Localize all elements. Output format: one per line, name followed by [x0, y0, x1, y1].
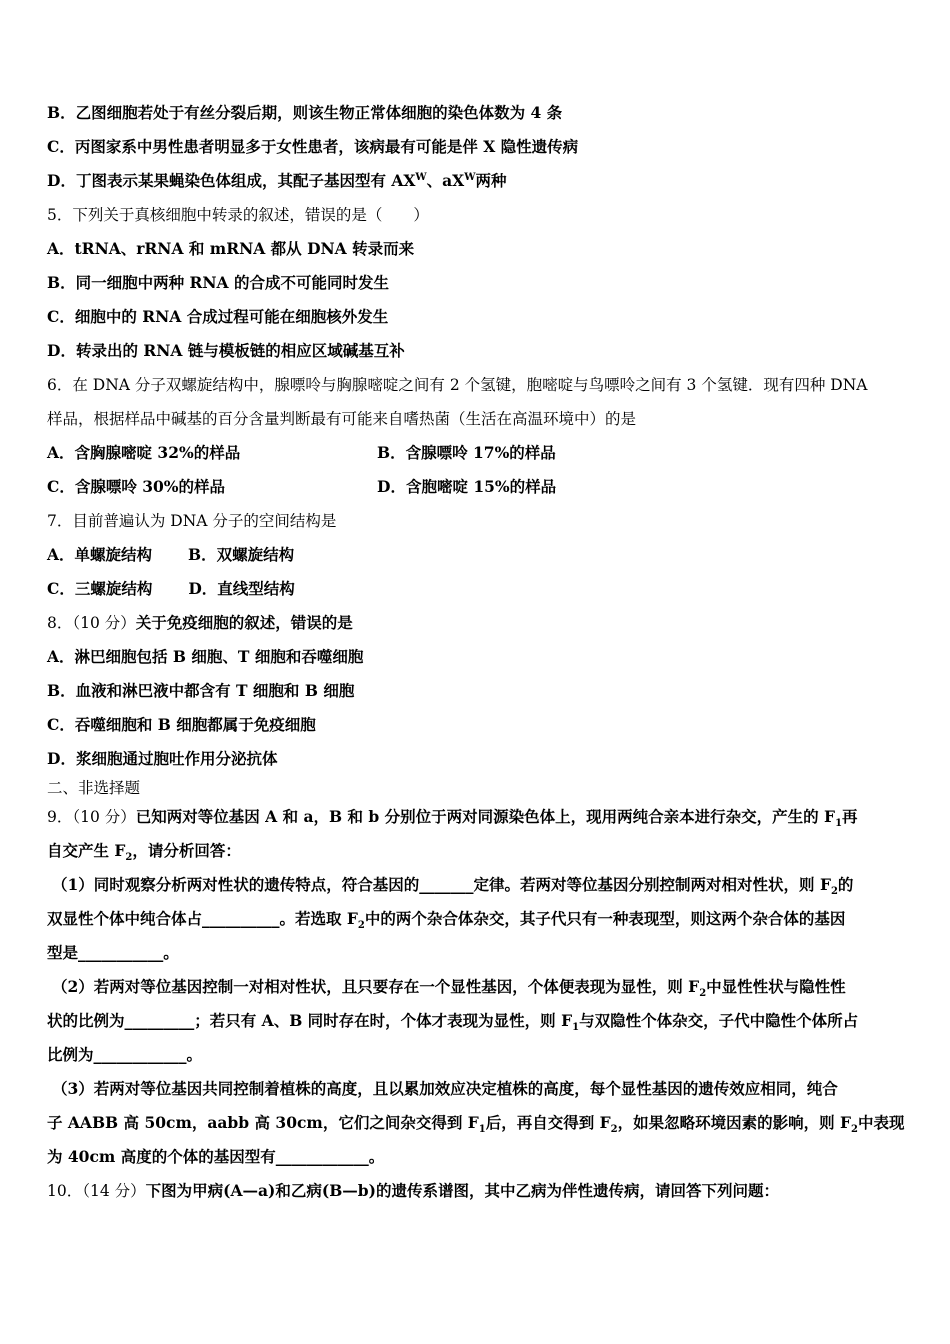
- answer-blank[interactable]: __________: [202, 909, 280, 928]
- q6-option-c: C．含腺嘌呤 30%的样品: [47, 477, 226, 496]
- q7-option-d: D．直线型结构: [188, 579, 295, 598]
- q7-stem: 7．目前普遍认为 DNA 分子的空间结构是: [47, 512, 337, 530]
- q5-option-d: D．转录出的 RNA 链与模板链的相应区域碱基互补: [47, 341, 405, 360]
- q4-option-b: B．乙图细胞若处于有丝分裂后期，则该生物正常体细胞的染色体数为 4 条: [47, 103, 563, 122]
- q6-options-row1: [47, 436, 907, 470]
- q4-option-c: C．丙图家系中男性患者明显多于女性患者，该病最有可能是伴 X 隐性遗传病: [47, 137, 579, 156]
- q8-option-a: A．淋巴细胞包括 B 细胞、T 细胞和吞噬细胞: [47, 647, 364, 666]
- q9-part1-line2: 双显性个体中纯合体占__________。若选取 $F_2$中的两个杂合体杂交，其子代只有一种表现型，则这两个杂合体的基因: [47, 909, 846, 932]
- answer-blank[interactable]: ____________: [93, 1045, 187, 1064]
- answer-blank[interactable]: ____________: [275, 1147, 369, 1166]
- q5-option-b: B．同一细胞中两种 RNA 的合成不可能同时发生: [47, 273, 389, 292]
- q9-part2-line3: 比例为____________。: [47, 1045, 203, 1064]
- q5-stem: 5．下列关于真核细胞中转录的叙述，错误的是（ ）: [47, 206, 429, 224]
- q8-stem: 8．（10 分）关于免疫细胞的叙述，错误的是: [47, 613, 353, 632]
- q7-options-row2: [47, 572, 907, 606]
- q9-part3-line3: 为 40cm 高度的个体的基因型有____________。: [47, 1147, 385, 1166]
- document-page: [47, 96, 907, 1208]
- q7-option-a: A．单螺旋结构: [47, 545, 153, 564]
- q8-option-b: B．血液和淋巴液中都含有 T 细胞和 B 细胞: [47, 681, 355, 700]
- q6-stem-line1: 6．在 DNA 分子双螺旋结构中，腺嘌呤与胸腺嘧啶之间有 2 个氢键，胞嘧啶与鸟嘌呤之间有 3 个氢键．现有四种 DNA: [47, 376, 868, 394]
- q5-option-a: A．tRNA、rRNA 和 mRNA 都从 DNA 转录而来: [47, 239, 415, 258]
- q6-option-b: B．含腺嘌呤 17%的样品: [377, 443, 556, 462]
- q9-part3-line2: 子 AABB 高 50cm，aabb 高 30cm，它们之间杂交得到 $F_1$后，再自交得到 $F_2$，如果忽略环境因素的影响，则 $F_2$中表现: [47, 1113, 905, 1136]
- q9-part2-line2: 状的比例为_________；若只有 A、B 同时存在时，个体才表现为显性，则 $F_1$与双隐性个体杂交，子代中隐性个体所占: [47, 1011, 859, 1034]
- section-heading: 二、非选择题: [47, 779, 141, 797]
- q9-part2-line1: （2）若两对等位基因控制一对相对性状，且只要存在一个显性基因，个体便表现为显性，则 $F_2$中显性性状与隐性性: [52, 977, 846, 1000]
- answer-blank[interactable]: _________: [124, 1011, 195, 1030]
- q6-stem-line2: 样品，根据样品中碱基的百分含量判断最有可能来自嗜热菌（生活在高温环境中）的是: [47, 410, 637, 428]
- q7-option-c: C．三螺旋结构: [47, 579, 153, 598]
- q8-option-d: D．浆细胞通过胞吐作用分泌抗体: [47, 749, 278, 768]
- answer-blank[interactable]: ___________: [78, 943, 164, 962]
- q6-options-row2: [47, 470, 907, 504]
- q7-options-row1: [47, 538, 907, 572]
- q5-option-c: C．细胞中的 RNA 合成过程可能在细胞核外发生: [47, 307, 389, 326]
- q8-option-c: C．吞噬细胞和 B 细胞都属于免疫细胞: [47, 715, 316, 734]
- q6-option-a: A．含胸腺嘧啶 32%的样品: [47, 443, 241, 462]
- q6-option-d: D．含胞嘧啶 15%的样品: [377, 477, 557, 496]
- q9-part1-line3: 型是___________。: [47, 943, 179, 962]
- q10-stem: 10．（14 分）下图为甲病(A—a)和乙病(B—b)的遗传系谱图，其中乙病为伴性遗传病，请回答下列问题：: [47, 1181, 779, 1200]
- q9-part1-line1: （1）同时观察分析两对性状的遗传特点，符合基因的_______定律。若两对等位基因分别控制两对相对性状，则 $F_2$的: [52, 875, 854, 898]
- q9-stem-line2: 自交产生 $F_2$，请分析回答：: [47, 841, 241, 864]
- q9-part3-line1: （3）若两对等位基因共同控制着植株的高度，且以累加效应决定植株的高度，每个显性基因的遗传效应相同，纯合: [52, 1079, 838, 1098]
- q4-option-d: D．丁图表示某果蝇染色体组成，其配子基因型有 $AX^W$、$aX^W$两种: [47, 171, 507, 190]
- q7-option-b: B．双螺旋结构: [188, 545, 295, 564]
- answer-blank[interactable]: _______: [419, 875, 474, 894]
- q9-stem-line1: 9．（10 分）已知两对等位基因 A 和 a，B 和 b 分别位于两对同源染色体上，现用两纯合亲本进行杂交，产生的 $F_1$再: [47, 807, 858, 830]
